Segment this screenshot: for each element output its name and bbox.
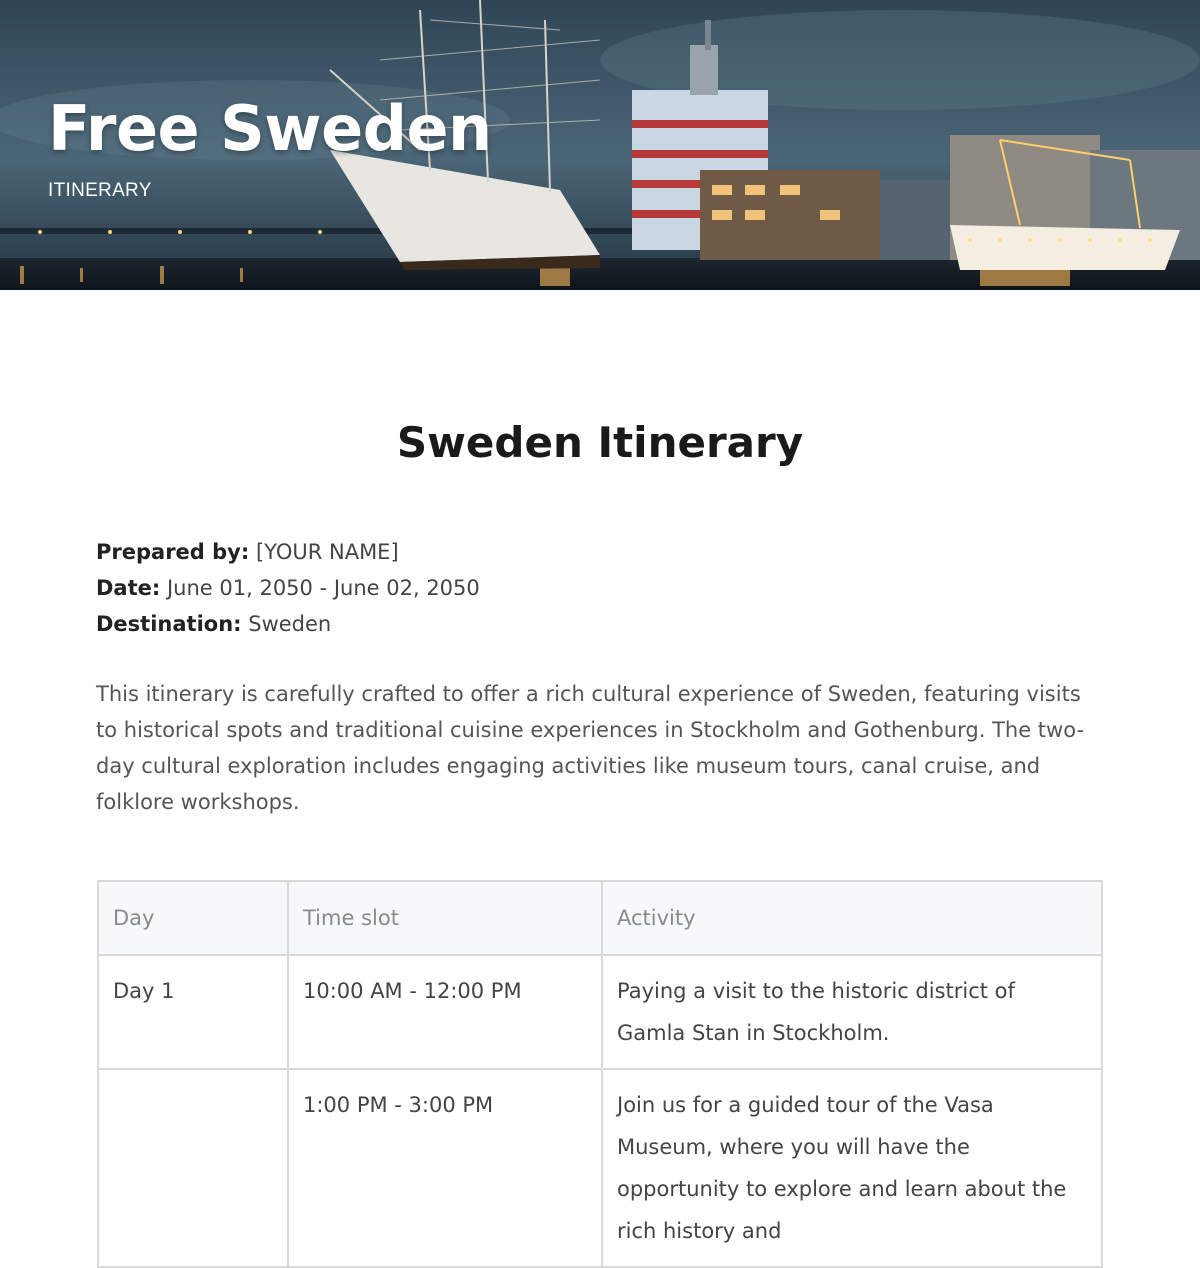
table-row (98, 955, 1102, 1069)
column-header-time-slot: Time slot (288, 881, 602, 955)
intro-paragraph: This itinerary is carefully crafted to offer a rich cultural experience of Sweden, featuring visits to historical spots and traditional cuisine experiences in Stockholm and Gothenburg. The two-day cultural exploration includes engaging activities like museum tours, canal cruise, and folklore workshops. (96, 682, 1085, 814)
document-meta (96, 534, 480, 642)
column-header-day: Day (98, 881, 288, 955)
activity-cell: Join us for a guided tour of the Vasa Museum, where you will have the opportunity to explore and learn about the rich history and (602, 1069, 1102, 1267)
itinerary-table (97, 880, 1103, 1268)
day-cell: Day 1 (98, 955, 288, 1069)
destination-value: Sweden (248, 612, 332, 636)
column-header-activity: Activity (602, 881, 1102, 955)
date-label: Date: (96, 576, 161, 600)
prepared-by-label: Prepared by: (96, 540, 250, 564)
table-row (98, 1069, 1102, 1267)
destination-label: Destination: (96, 612, 242, 636)
table-header-row (98, 881, 1102, 955)
day-cell (98, 1069, 288, 1267)
banner-title: Free Sweden (48, 92, 492, 165)
document-title: Sweden Itinerary (396, 418, 804, 467)
date-line (96, 570, 480, 606)
banner-subtitle: ITINERARY (48, 180, 152, 201)
time-cell: 10:00 AM - 12:00 PM (288, 955, 602, 1069)
prepared-by-value: [YOUR NAME] (255, 540, 399, 564)
time-cell: 1:00 PM - 3:00 PM (288, 1069, 602, 1267)
date-value: June 01, 2050 - June 02, 2050 (166, 576, 480, 600)
header-banner (0, 0, 1200, 290)
destination-line (96, 606, 480, 642)
prepared-by-line (96, 534, 480, 570)
activity-cell: Paying a visit to the historic district of Gamla Stan in Stockholm. (602, 955, 1102, 1069)
